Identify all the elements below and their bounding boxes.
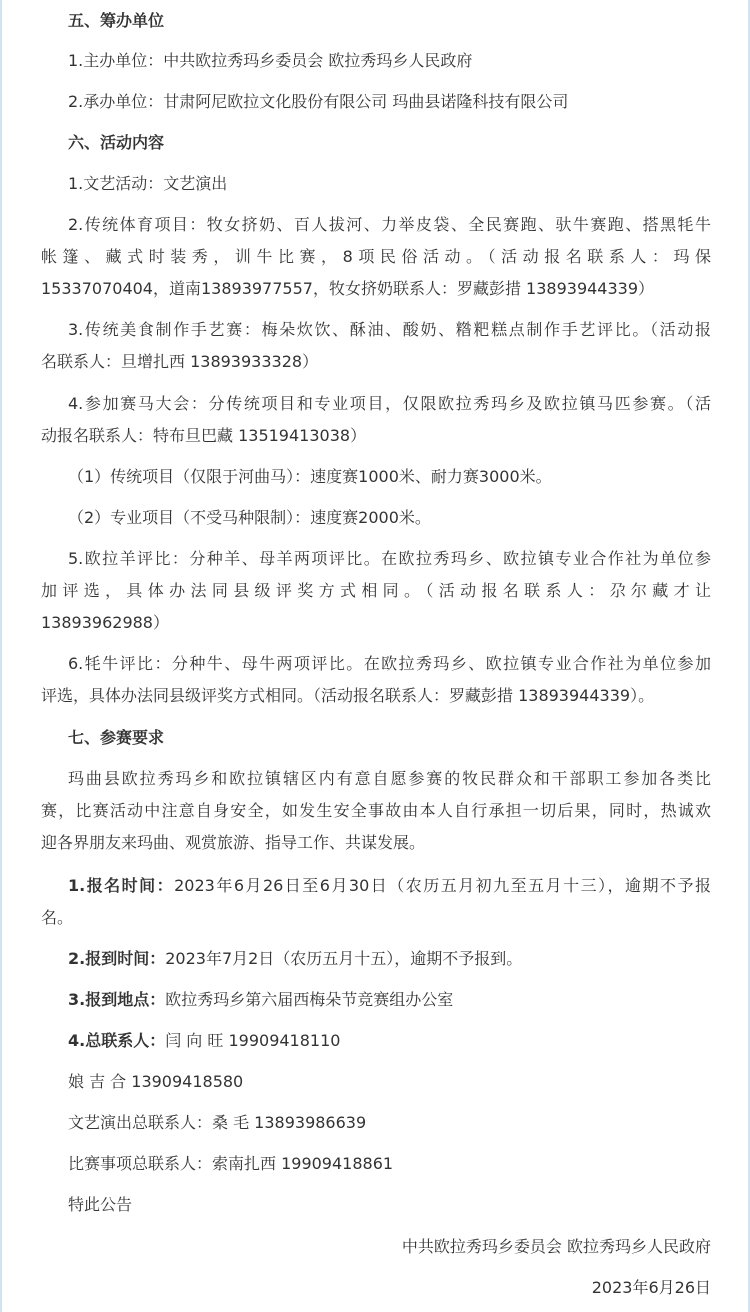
document-date: 2023年6月26日 xyxy=(591,1278,711,1297)
section-heading-activities: 六、活动内容 xyxy=(68,133,165,152)
general-contact-label: 4.总联系人： xyxy=(68,1031,166,1050)
registration-time-value: 2023年6月26日至6月30日（农历五月初九至五月十三），逾期不予报 xyxy=(174,876,711,895)
checkin-time xyxy=(68,947,711,971)
section-heading-requirements: 七、参赛要求 xyxy=(68,728,165,747)
activity-4-traditional: （1）传统项目（仅限于河曲马）：速度赛1000米、耐力赛3000米。 xyxy=(68,467,552,486)
activity-4-professional: （2）专业项目（不受马种限制）：速度赛2000米。 xyxy=(68,508,431,527)
activity-4-line-1: 4.参加赛马大会：分传统项目和专业项目，仅限欧拉秀玛乡及欧拉镇马匹参赛。（活 xyxy=(68,394,711,413)
registration-time-cont: 名。 xyxy=(41,908,74,927)
activity-2-line-1: 2.传统体育项目：牧女挤奶、百人拔河、力举皮袋、全民赛跑、驮牛赛跑、搭黑牦牛 xyxy=(68,215,711,234)
checkin-time-value: 2023年7月2日（农历五月十五），逾期不予报到。 xyxy=(165,949,523,968)
activity-4-line-2: 动报名联系人：特布旦巴藏 13519413038） xyxy=(41,426,367,445)
requirements-line-2: 赛，比赛活动中注意自身安全，如发生安全事故由本人自行承担一切后果，同时，热诚欢 xyxy=(41,801,711,820)
general-contact xyxy=(68,1029,711,1053)
activity-5-line-3: 13893962988） xyxy=(41,613,169,632)
closing-text: 特此公告 xyxy=(68,1195,133,1214)
checkin-place xyxy=(68,988,711,1012)
activity-1: 1.文艺活动：文艺演出 xyxy=(68,174,228,193)
contact-2: 娘 吉 合 13909418580 xyxy=(68,1072,244,1091)
registration-time-label: 1.报名时间： xyxy=(68,876,175,895)
checkin-place-value: 欧拉秀玛乡第六届西梅朵节竞赛组办公室 xyxy=(165,990,454,1009)
activity-5-line-1: 5.欧拉羊评比：分种羊、母羊两项评比。在欧拉秀玛乡、欧拉镇专业合作社为单位参 xyxy=(68,549,711,568)
registration-time xyxy=(68,874,711,898)
requirements-line-1: 玛曲县欧拉秀玛乡和欧拉镇辖区内有意自愿参赛的牧民群众和干部职工参加各类比 xyxy=(68,769,711,788)
organizer-undertake: 2.承办单位：甘肃阿尼欧拉文化股份有限公司 玛曲县诺隆科技有限公司 xyxy=(68,92,569,111)
left-border xyxy=(0,0,2,1312)
organizer-host: 1.主办单位：中共欧拉秀玛乡委员会 欧拉秀玛乡人民政府 xyxy=(68,51,473,70)
activity-6-line-1: 6.牦牛评比：分种牛、母牛两项评比。在欧拉秀玛乡、欧拉镇专业合作社为单位参加 xyxy=(68,654,711,673)
activity-6-line-2: 评选，具体办法同县级评奖方式相同。（活动报名联系人：罗藏彭措 13893944339）。 xyxy=(41,686,655,705)
requirements-line-3: 迎各界朋友来玛曲、观赏旅游、指导工作、共谋发展。 xyxy=(41,833,426,852)
checkin-place-label: 3.报到地点： xyxy=(68,990,166,1009)
contact-events: 比赛事项总联系人：索南扎西 19909418861 xyxy=(68,1154,394,1173)
activity-2-line-3: 15337070404，道南13893977557，牧女挤奶联系人：罗藏彭措 13893944339） xyxy=(41,279,655,298)
checkin-time-label: 2.报到时间： xyxy=(68,949,166,968)
activity-3-line-1: 3.传统美食制作手艺赛：梅朵炊饮、酥油、酸奶、糌粑糕点制作手艺评比。（活动报 xyxy=(68,320,711,339)
contact-arts: 文艺演出总联系人：桑 毛 13893986639 xyxy=(68,1113,367,1132)
activity-2-line-2: 帐篷、藏式时装秀，训牛比赛，8项民俗活动。（活动报名联系人：玛保 xyxy=(41,247,711,266)
activity-5-line-2: 加评选，具体办法同县级评奖方式相同。（活动报名联系人：尕尔藏才让 xyxy=(41,581,711,600)
section-heading-organizers: 五、筹办单位 xyxy=(68,11,165,30)
general-contact-value: 闫 向 旺 19909418110 xyxy=(165,1031,341,1050)
activity-3-line-2: 名联系人：旦增扎西 13893933328） xyxy=(41,352,319,371)
signature: 中共欧拉秀玛乡委员会 欧拉秀玛乡人民政府 xyxy=(401,1237,711,1256)
